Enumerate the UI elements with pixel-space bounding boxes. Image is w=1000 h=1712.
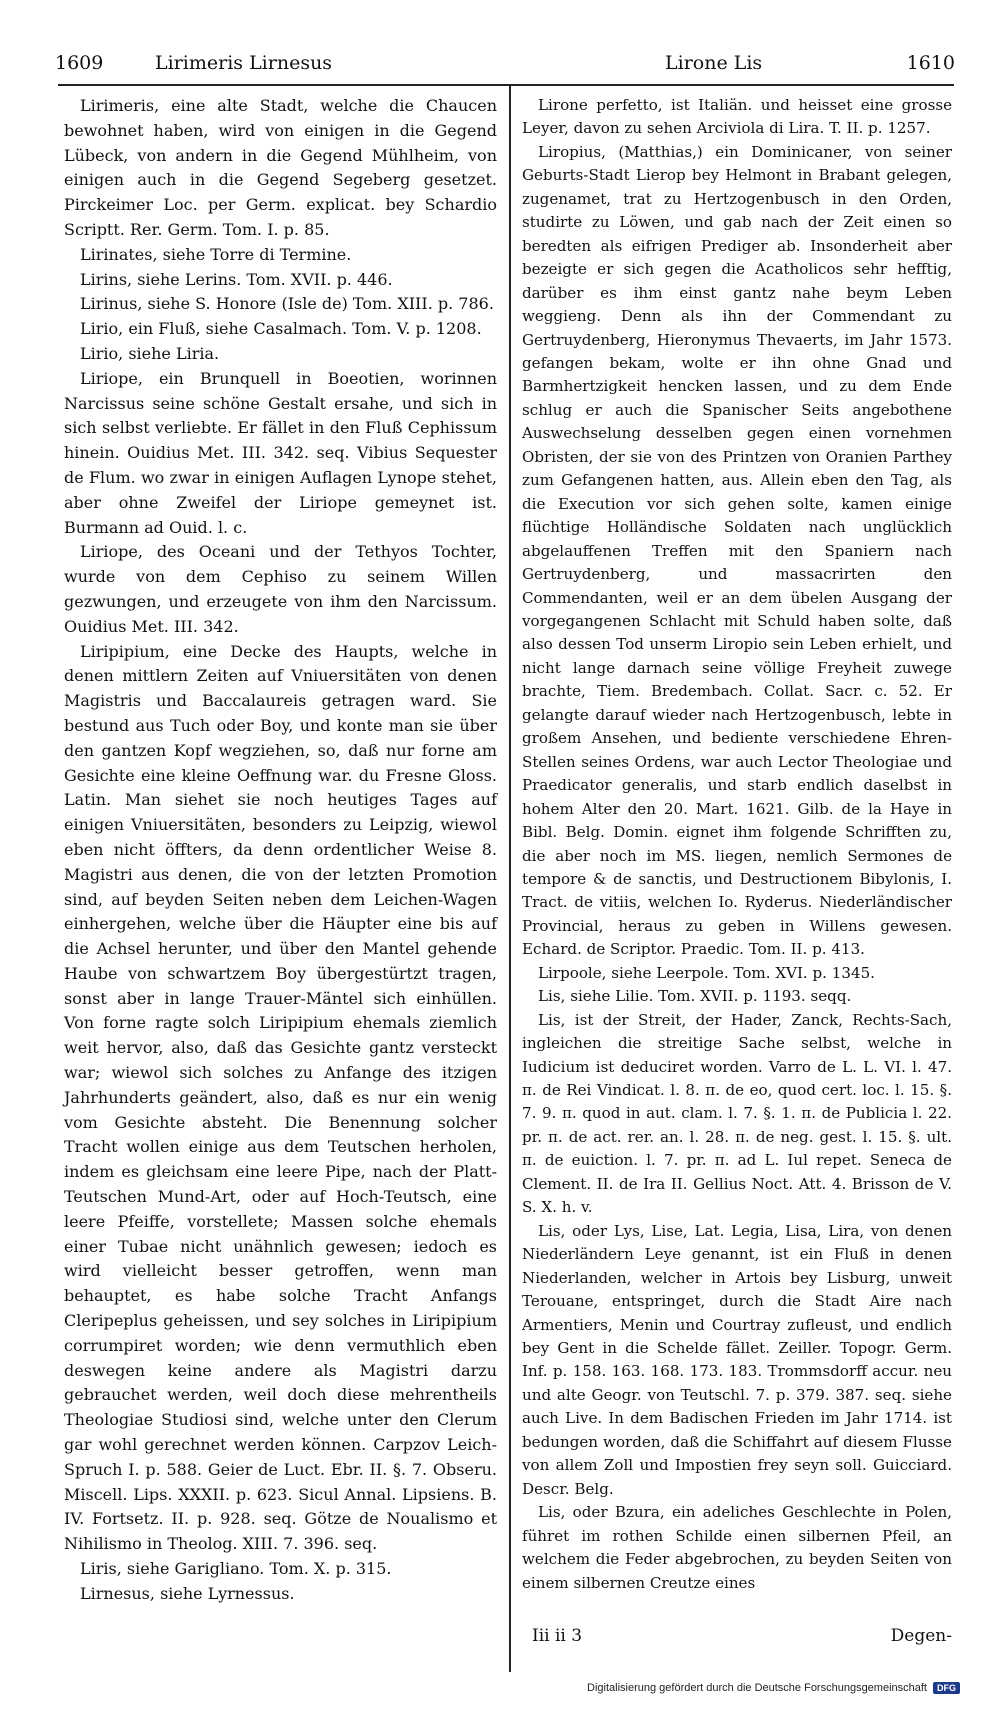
header-rule — [58, 84, 954, 86]
entry-lis-lilie: Lis, siehe Lilie. Tom. XVII. p. 1193. seqq. — [538, 987, 852, 1006]
dfg-logo: DFG — [933, 1682, 960, 1694]
catchword: Degen- — [890, 1626, 952, 1646]
entry-lirinates: Lirinates, siehe Torre di Termine. — [80, 244, 352, 264]
entry-lirimeris: Lirimeris, eine alte Stadt, welche die Chaucen bewohnet haben, wird von einigen in die Gegend Lübeck, von andern in die Gegend Mühlheim, von einigen auch in die Gegend Segeberg gesetzet. Pirckeimer Loc. per Germ. explicat. bey Schardio Scriptt. Rer. Germ. Tom. I. p. 85. — [64, 96, 497, 239]
digitization-credit — [587, 1682, 960, 1694]
entry-lirinus: Lirinus, siehe S. Honore (Isle de) Tom. XIII. p. 786. — [80, 294, 494, 314]
entry-liriope-brunquell: Liriope, ein Brunquell in Boeotien, worinnen Narcissus seine schöne Gestalt ersahe, und sich in sich selbst verliebte. Er fället in den Fluß Cephissum hinein. Ouidius Met. III. 342. seq. Vibius Sequester de Flum. wo zwar in einigen Auflagen Lynope stehet, aber ohne Zweifel der Liriope gemeynet ist. Burmann ad Ouid. l. c. — [64, 368, 497, 537]
entry-lirio-liria: Lirio, siehe Liria. — [80, 343, 220, 363]
right-page-number: 1610 — [906, 52, 955, 74]
entry-liripipium: Liripipium, eine Decke des Haupts, welche in denen mittlern Zeiten auf Vniuersitäten von denen Magistris und Baccalaureis getragen ward. Sie bestund aus Tuch oder Boy, und konte man sie über den gantzen Kopf wegziehen, so, daß nur forne am Gesichte eine kleine Oeffnung war. du Fresne Gloss. Latin. Man siehet sie noch heutiges Tages auf einigen Vniuersitäten, besonders zu Leipzig, wiewol eben nicht öffters, da denn ordentlicher Weise 8. Magistri aus denen, die von der letzten Promotion sind, auf beyden Seiten neben dem Leichen-Wagen einhergehen, welche über die Häupter eine bis auf die Achsel herunter, und über den Mantel gehende Haube von schwartzem Boy übergestürtzt tragen, sonst aber in lange Trauer-Mäntel sich einhüllen. Von forne ragte solch Liripipium ehemals ziemlich weit hervor, also, daß das Gesichte gantz versteckt war; wiewol sich solches zu Anfange des itzigen Jahrhunderts geändert, also, daß es nur ein wenig vom Gesichte absteht. Die Benennung solcher Tracht wollen einige aus dem Teutschen herholen, indem es gleichsam eine leere Pipe, nach der Platt-Teutschen Mund-Art, oder auf Hoch-Teutsch, eine leere Pfeiffe, vorstellete; Massen solche ehemals einer Tubae nicht unähnlich gewesen; iedoch es wird vielleicht besser getroffen, wenn man behauptet, es habe solche Tracht Anfangs Cleripeplus geheissen, und sey solches in Liripipium corrumpiret worden; wie denn vermuthlich eben deswegen keine andere als Magistri darzu gebrauchet werden, weil doch diese mehrentheils Theologiae Studiosi sind, welche unter den Clerum gar wohl gerechnet werden können. Carpzov Leich-Spruch I. p. 588. Geier de Luct. Ebr. II. §. 7. Obseru. Miscell. Lips. XXXII. p. 623. Sicul Annal. Lipsiens. B. IV. Fortsetz. II. p. 928. seq. Götze de Noualismo et Nihilismo in Theolog. XIII. 7. 396. seq. — [64, 641, 497, 1554]
entry-lis-fluss: Lis, oder Lys, Lise, Lat. Legia, Lisa, Lira, von denen Niederländern Leye genannt, ist ein Fluß in denen Niederlanden, welcher in Artois bey Lisburg, unweit Terouane, entspringet, durch die Stadt Aire nach Armentiers, Menin und Courtray zufleust, und endlich bey Gent in die Schelde fället. Zeiller. Topogr. Germ. Inf. p. 158. 163. 168. 173. 183. Trommsdorff accur. neu und alte Geogr. von Teutschl. 7. p. 379. 387. seq. siehe auch Live. In dem Badischen Frieden im Jahr 1714. ist bedungen worden, daß die Schiffahrt auf diesem Flusse von allem Zoll und Impostien frey seyn soll. Guicciard. Descr. Belg. — [522, 1221, 952, 1498]
entry-liris: Liris, siehe Garigliano. Tom. X. p. 315. — [80, 1559, 392, 1579]
running-header — [55, 52, 955, 86]
entry-lirins: Lirins, siehe Lerins. Tom. XVII. p. 446. — [80, 269, 393, 289]
entry-lirnesus: Lirnesus, siehe Lyrnessus. — [80, 1583, 295, 1603]
entry-lis-streit: Lis, ist der Streit, der Hader, Zanck, Rechts-Sach, ingleichen die streitige Sache selbst, welche in Iudicium ist deduciret worden. Varro de L. L. VI. l. 47. π. de Rei Vindicat. l. 8. π. de eo, quod cert. loc. l. 15. §. 7. 9. π. quod in aut. clam. l. 7. §. 1. π. de Publicia l. 22. pr. π. de act. rer. an. l. 28. π. de neg. gest. l. 15. §. ult. π. de euiction. l. 7. pr. π. ad L. Iul repet. Seneca de Clement. II. de Ira II. Gellius Noct. Att. 4. Brisson de V. S. X. h. v. — [522, 1010, 952, 1217]
entry-lirio-fluss: Lirio, ein Fluß, siehe Casalmach. Tom. V. p. 1208. — [80, 319, 482, 339]
entry-liropius: Liropius, (Matthias,) ein Dominicaner, von seiner Geburts-Stadt Lierop bey Helmont in Brabant gelegen, zugenamet, trat zu Hertzogenbusch in den Orden, studirte zu Löwen, und gab nach der Zeit einen so beredten als eifrigen Prediger ab. Insonderheit aber bezeigte er sich gegen die Acatholicos sehr hefftig, darüber es ihm einst gantz nahe beym Leben weggieng. Denn als ihn der Commendant zu Gertruydenberg, Hieronymus Thevaerts, im Jahr 1573. gefangen bekam, wolte er ihn ohne Gnad und Barmhertzigkeit hencken lassen, und zu dem Ende schlug er auch die Spanischer Seits angebothene Auswechselung desselben gegen einen vornehmen Obristen, der sie von des Printzen von Oranien Parthey zum Gefangenen hatten, aus. Allein eben den Tag, als die Execution vor sich gehen solte, kamen einige flüchtige Holländische Soldaten nach unglücklich abgelauffenen Treffen mit den Spaniern nach Gertruydenberg, und massacrirten den Commendanten, weil er an dem übelen Ausgang der vorgegangenen Schlacht mit Schuld haben solte, daß also dessen Tod unserm Liropio sein Leben erhielt, und nicht lange darnach seine völlige Freyheit zuwege brachte, Tiem. Bredembach. Collat. Sacr. c. 52. Er gelangte darauf wieder nach Hertzogenbusch, lebte in großem Ansehen, und bediente verschiedene Ehren-Stellen seines Ordens, war auch Lector Theologiae und Praedicator generalis, und starb endlich daselbst in hohem Alter den 20. Mart. 1621. Gilb. de la Haye in Bibl. Belg. Domin. eignet ihm folgende Schrifften zu, die aber noch im MS. liegen, nemlich Sermones de tempore & de sanctis, und Destructionem Bibylonis, I. Tract. de vitiis, welchen Io. Ryderus. Niederländischer Provincial, heraus zu geben in Willens gewesen. Echard. de Scriptor. Praedic. Tom. II. p. 413. — [522, 142, 952, 959]
left-page-number: 1609 — [55, 52, 104, 74]
entry-lirpoole: Lirpoole, siehe Leerpole. Tom. XVI. p. 1345. — [538, 963, 875, 982]
right-column — [522, 94, 952, 1595]
left-catchwords: Lirimeris Lirnesus — [155, 52, 333, 74]
credit-text: Digitalisierung gefördert durch die Deutsche Forschungsgemeinschaft — [587, 1682, 927, 1694]
left-column — [64, 94, 497, 1607]
signature-mark: Iii ii 3 — [532, 1626, 583, 1646]
entry-liriope-tochter: Liriope, des Oceani und der Tethyos Tochter, wurde von dem Cephiso zu seinem Willen gezwungen, und erzeugete von ihm den Narcissum. Ouidius Met. III. 342. — [64, 542, 497, 636]
entry-lirone: Lirone perfetto, ist Italiän. und heisset eine grosse Leyer, davon zu sehen Arciviola di Lira. T. II. p. 1257. — [522, 96, 952, 138]
right-catchwords: Lirone Lis — [665, 52, 763, 74]
entry-lis-geschlecht: Lis, oder Bzura, ein adeliches Geschlechte in Polen, führet im rothen Schilde einen silbernen Pfeil, an welchem die Feder abgebrochen, zu beyden Seiten von einem silbernen Creutze eines — [522, 1503, 952, 1592]
column-divider — [509, 86, 511, 1672]
